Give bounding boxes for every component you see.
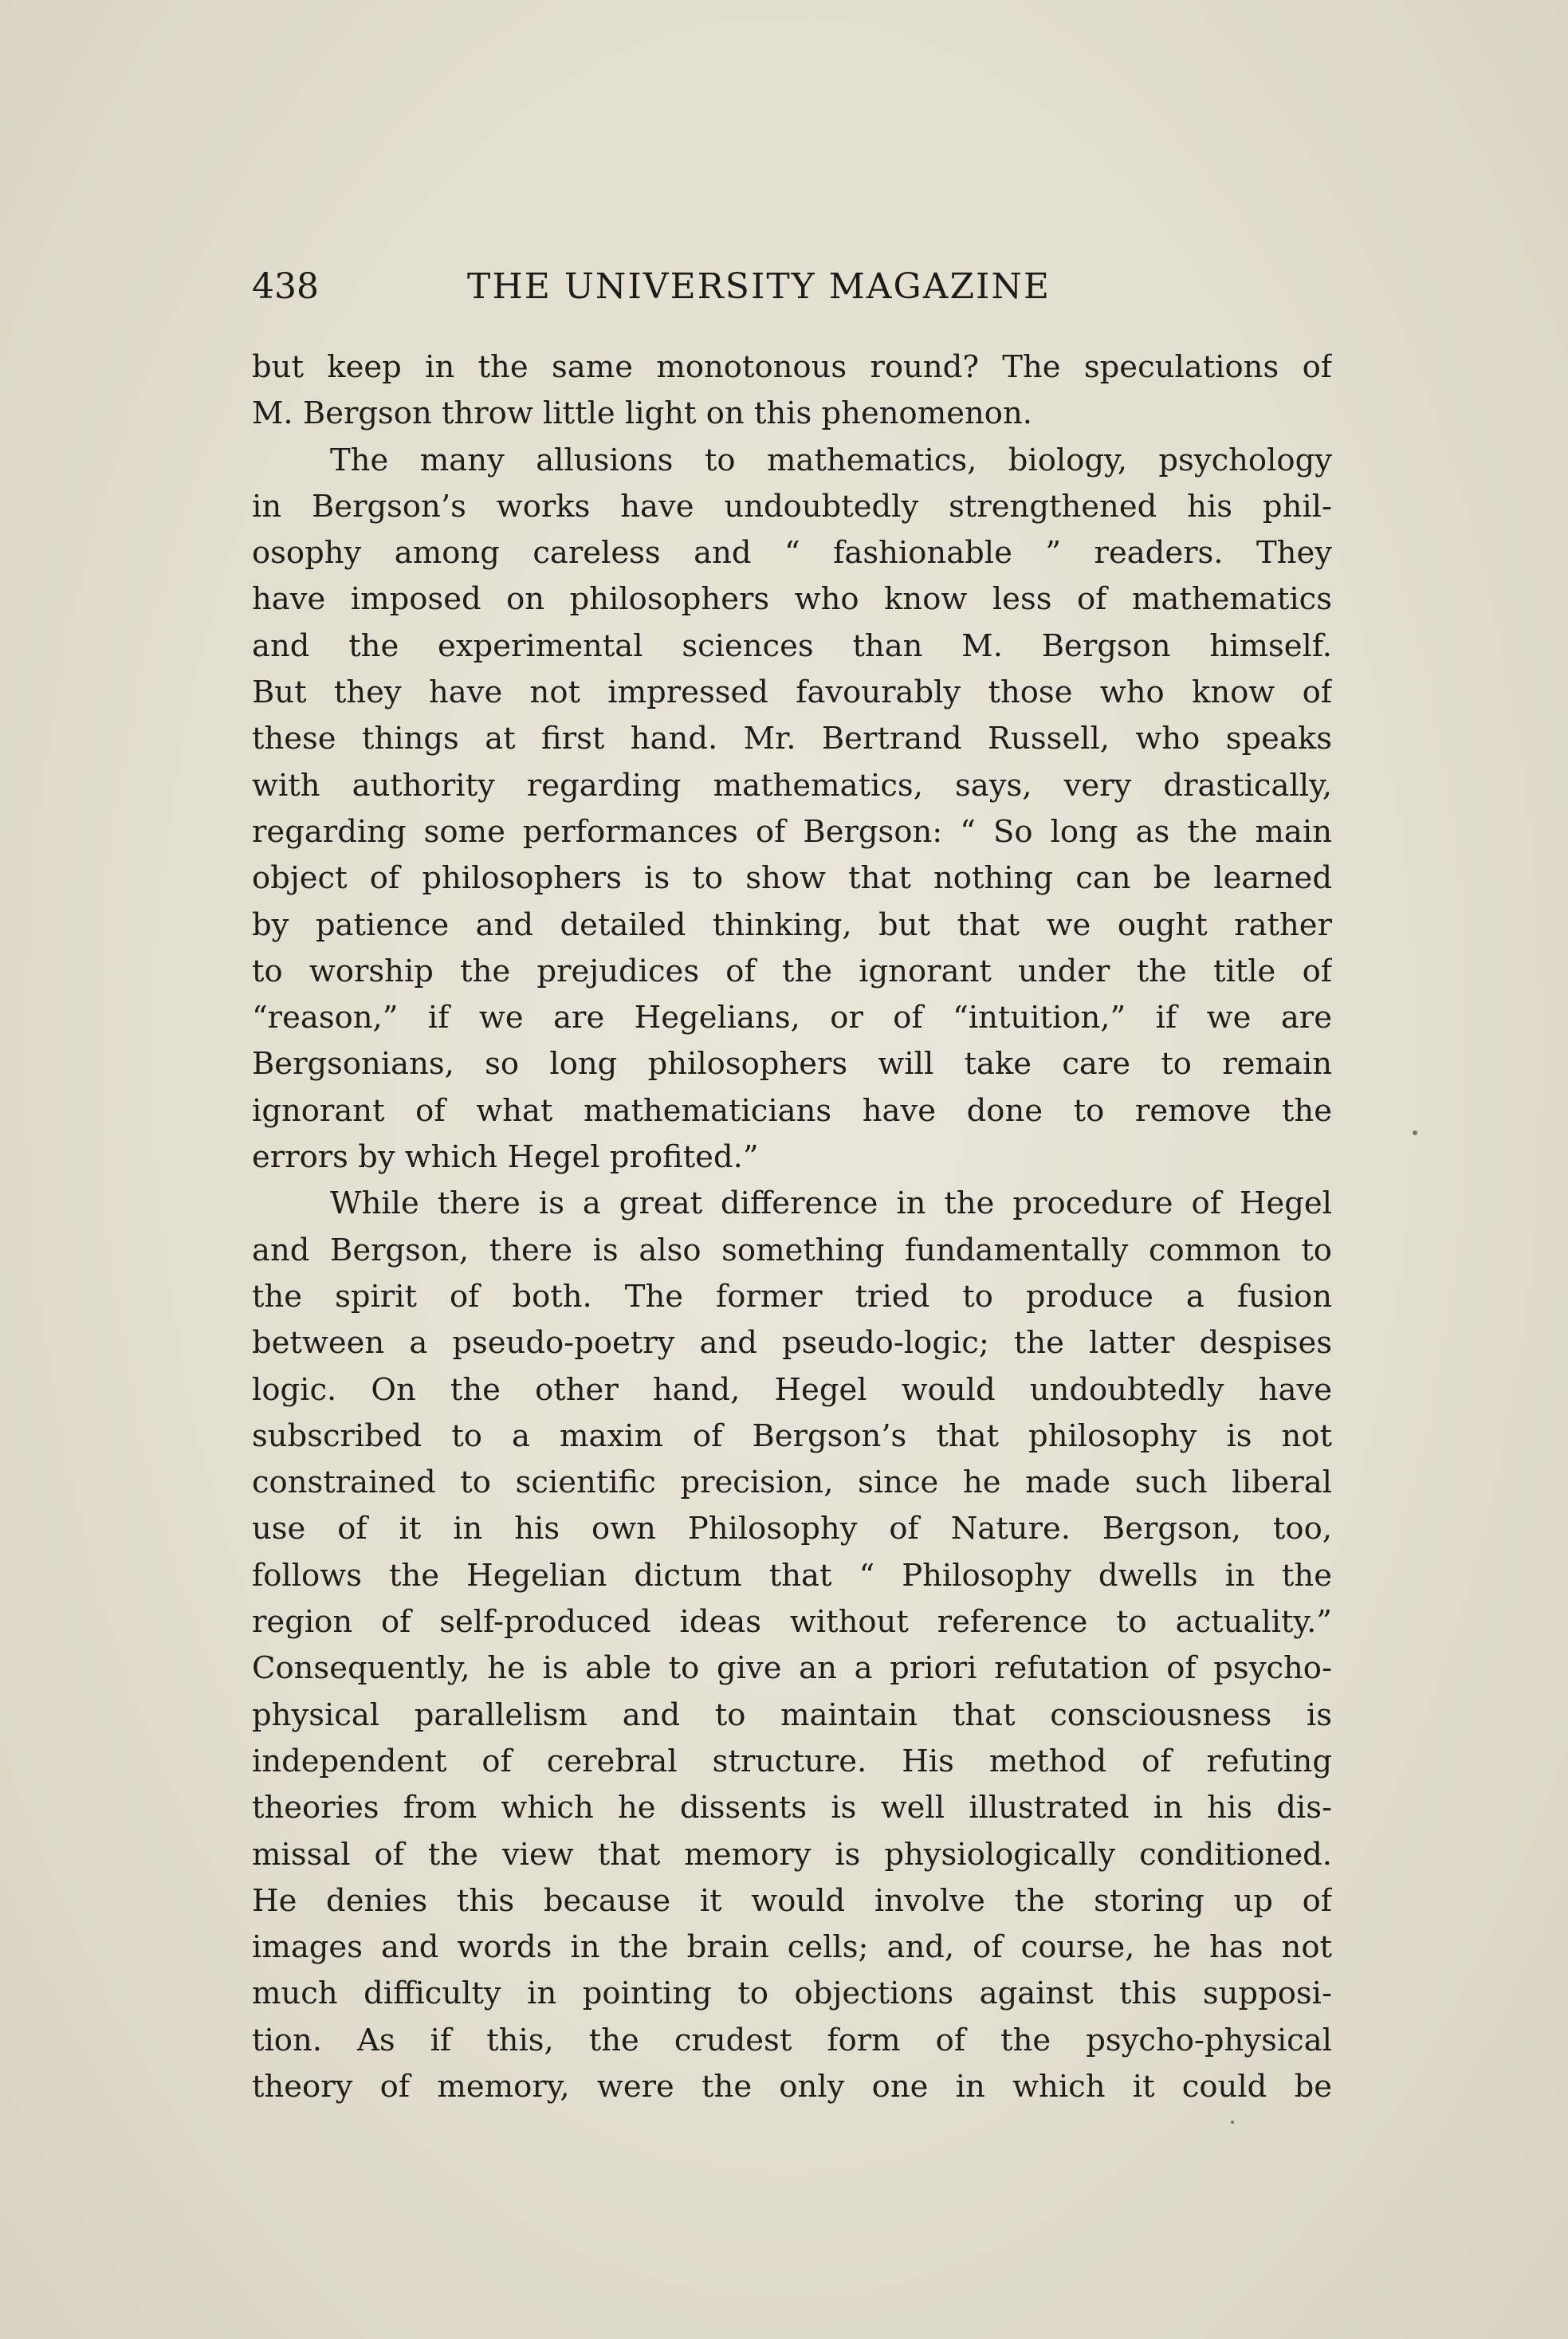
body-text: [252, 344, 1332, 2110]
text-line: between a pseudo-poetry and pseudo-logic; the latter despises: [252, 1325, 1332, 1362]
text-line: in Bergson’s works have undoubtedly strengthened his phil-: [252, 488, 1332, 525]
text-line: and Bergson, there is also something fundamentally common to: [252, 1232, 1332, 1268]
text-line: While there is a great difference in the procedure of Hegel: [330, 1185, 1332, 1222]
text-line: have imposed on philosophers who know less of mathematics: [252, 581, 1332, 618]
paper-speck: [1413, 1130, 1417, 1135]
text-line: Bergsonians, so long philosophers will take care to remain: [252, 1046, 1332, 1083]
paper-speck: [1231, 2121, 1234, 2124]
page-header: [252, 263, 1332, 311]
text-line: use of it in his own Philosophy of Nature. Bergson, too,: [252, 1511, 1332, 1547]
text-line: follows the Hegelian dictum that “ Philosophy dwells in the: [252, 1557, 1332, 1594]
text-line: regarding some performances of Bergson: “ So long as the main: [252, 813, 1332, 850]
text-line: to worship the prejudices of the ignorant under the title of: [252, 953, 1332, 989]
text-line: region of self-produced ideas without reference to actuality.”: [252, 1604, 1332, 1641]
text-line: and the experimental sciences than M. Bergson himself.: [252, 627, 1332, 664]
text-line: by patience and detailed thinking, but that we ought rather: [252, 906, 1332, 943]
text-line: logic. On the other hand, Hegel would undoubtedly have: [252, 1371, 1332, 1408]
text-line: the spirit of both. The former tried to produce a fusion: [252, 1278, 1332, 1315]
text-line: theories from which he dissents is well illustrated in his dis-: [252, 1790, 1332, 1826]
text-line: much difficulty in pointing to objections against this supposi-: [252, 1975, 1332, 2012]
text-line: object of philosophers is to show that nothing can be learned: [252, 860, 1332, 897]
text-line: The many allusions to mathematics, biology, psychology: [330, 442, 1332, 478]
text-line: Consequently, he is able to give an a priori refutation of psycho-: [252, 1650, 1332, 1687]
text-line: independent of cerebral structure. His method of refuting: [252, 1743, 1332, 1779]
text-line: But they have not impressed favourably those who know of: [252, 674, 1332, 711]
text-line: with authority regarding mathematics, says, very drastically,: [252, 767, 1332, 804]
text-line: constrained to scientific precision, since he made such liberal: [252, 1464, 1332, 1501]
text-line: errors by which Hegel profited.”: [252, 1139, 759, 1176]
page-number: 438: [252, 266, 319, 307]
text-line: osophy among careless and “ fashionable ” readers. They: [252, 535, 1332, 572]
running-head: THE UNIVERSITY MAGAZINE: [467, 266, 1051, 307]
text-line: “reason,” if we are Hegelians, or of “intuition,” if we are: [252, 1000, 1332, 1036]
text-line: subscribed to a maxim of Bergson’s that philosophy is not: [252, 1417, 1332, 1454]
text-line: tion. As if this, the crudest form of the psycho-physical: [252, 2022, 1332, 2058]
text-line: physical parallelism and to maintain that consciousness is: [252, 1696, 1332, 1733]
text-line: theory of memory, were the only one in which it could be: [252, 2068, 1332, 2105]
text-line: M. Bergson throw little light on this phenomenon.: [252, 395, 1033, 432]
text-line: ignorant of what mathematicians have done to remove the: [252, 1092, 1332, 1129]
text-line: He denies this because it would involve the storing up of: [252, 1882, 1332, 1919]
text-line: these things at first hand. Mr. Bertrand Russell, who speaks: [252, 721, 1332, 757]
text-line: but keep in the same monotonous round? The speculations of: [252, 349, 1332, 385]
text-line: images and words in the brain cells; and, of course, he has not: [252, 1929, 1332, 1966]
text-line: missal of the view that memory is physiologically conditioned.: [252, 1836, 1332, 1873]
